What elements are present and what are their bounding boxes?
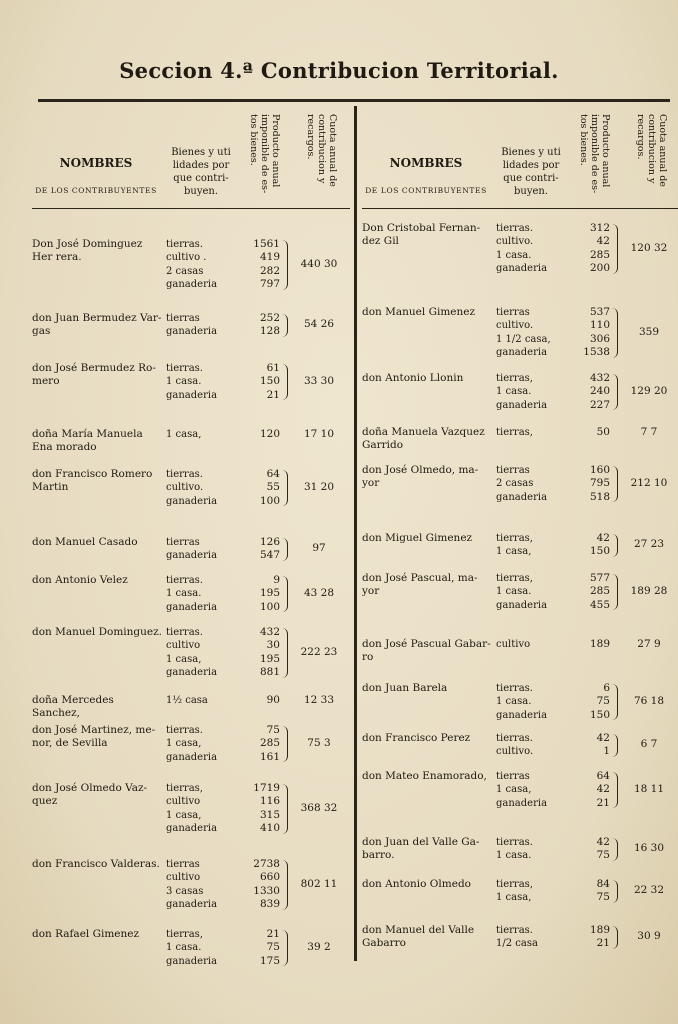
product-value: 161 — [259, 750, 280, 763]
brace — [282, 726, 288, 762]
goods-list — [496, 222, 576, 276]
brace — [282, 314, 288, 337]
contributor-name: don Mateo Enamorado, — [362, 770, 487, 782]
goods-item: 1 casa, — [166, 809, 202, 821]
contributor-name: doña Mercedes Sanchez, — [32, 694, 114, 719]
cuota-value: 18 11 — [633, 783, 665, 796]
brace — [612, 224, 618, 274]
goods-list — [496, 426, 576, 439]
product-value: 189 — [589, 638, 610, 650]
value-list — [246, 858, 280, 912]
contributor-name: don Antonio Llonin — [362, 372, 464, 384]
goods-item: ganaderia — [496, 491, 548, 503]
cuota-value: 802 11 — [300, 877, 338, 890]
goods-list — [166, 626, 246, 680]
product-value: 410 — [259, 822, 280, 835]
goods-item: ganaderia — [496, 263, 548, 275]
brace — [612, 838, 618, 861]
brace — [282, 860, 288, 910]
cuota-value: 368 32 — [300, 801, 338, 814]
product-value: 120 — [259, 428, 280, 440]
cuota-value: 54 26 — [303, 318, 335, 331]
brace — [282, 784, 288, 834]
contributor-name: don José Pascual Gabar- ro — [362, 638, 491, 663]
goods-item: 1 casa, — [496, 784, 532, 796]
value-list — [246, 928, 280, 968]
goods-item: 1 casa. — [496, 386, 532, 398]
product-value: 55 — [266, 481, 280, 494]
goods-item: 1 casa. — [166, 376, 202, 388]
header-cuota: Cuota anual de contribucion y recargos. — [635, 114, 668, 187]
product-value: 1 — [603, 745, 610, 758]
product-value: 61 — [266, 362, 280, 374]
goods-item: cultivo. — [496, 236, 534, 248]
header-contribuyentes: DE LOS CONTRIBUYENTES — [365, 186, 487, 195]
header-bienes: Bienes y uti lidades por que contri- buyen. — [501, 147, 561, 197]
value-list — [576, 372, 610, 412]
goods-list — [496, 306, 576, 360]
brace — [282, 240, 288, 290]
product-value: 312 — [589, 222, 610, 234]
product-value: 419 — [259, 251, 280, 264]
value-list — [576, 532, 610, 559]
product-value: 285 — [259, 737, 280, 750]
contributor-name: don Francisco Valderas. — [32, 858, 160, 870]
brace — [282, 930, 288, 966]
product-value: 797 — [259, 278, 280, 291]
goods-item: tierras. — [166, 725, 203, 736]
product-value: 126 — [259, 536, 280, 548]
cuota-value: 212 10 — [630, 477, 668, 490]
brace — [612, 684, 618, 720]
page-title: Seccion 4.ª Contribucion Territorial. — [119, 58, 559, 83]
product-value: 75 — [596, 891, 610, 904]
goods-list — [496, 770, 576, 810]
product-value: 6 — [603, 682, 610, 694]
goods-list — [166, 536, 246, 563]
goods-item: ganaderia — [496, 797, 548, 809]
product-value: 75 — [266, 724, 280, 736]
product-value: 518 — [589, 490, 610, 503]
goods-item: 1 casa, — [496, 892, 532, 904]
product-value: 21 — [596, 937, 610, 950]
table-header — [362, 106, 678, 209]
goods-list — [496, 372, 576, 412]
contributor-name: don José Martinez, me- nor, de Sevilla — [32, 724, 156, 749]
contributor-name: Don Cristobal Fernan- dez Gil — [362, 222, 481, 247]
goods-list — [496, 878, 576, 905]
product-value: 2738 — [253, 858, 280, 870]
product-value: 150 — [259, 375, 280, 388]
goods-list — [166, 782, 246, 836]
goods-list — [166, 468, 246, 508]
contributor-name: don Manuel Casado — [32, 536, 138, 548]
value-list — [246, 428, 280, 441]
goods-list — [166, 312, 246, 339]
column-divider — [354, 106, 357, 961]
goods-item: 1 casa. — [496, 586, 532, 598]
goods-item: 1½ casa — [166, 695, 208, 706]
goods-item: ganaderia — [496, 709, 548, 721]
cuota-value: 7 7 — [640, 426, 658, 438]
contributor-name: don Antonio Olmedo — [362, 878, 471, 890]
product-value: 227 — [589, 398, 610, 411]
goods-item: 2 casas — [166, 265, 204, 277]
contributor-name: don Antonio Velez — [32, 574, 128, 586]
contributor-name: don Juan Bermudez Var- gas — [32, 312, 162, 337]
cuota-value: 97 — [312, 542, 326, 555]
goods-item: cultivo. — [496, 746, 534, 758]
product-value: 1561 — [253, 238, 280, 250]
goods-list — [166, 428, 246, 441]
contributor-name: don Manuel Dominguez. — [32, 626, 162, 638]
product-value: 282 — [259, 264, 280, 277]
brace — [612, 574, 618, 610]
goods-item: 1 casa, — [166, 429, 202, 440]
product-value: 195 — [259, 587, 280, 600]
goods-item: ganaderia — [166, 899, 218, 911]
contributor-name: don Manuel Gimenez — [362, 306, 476, 318]
goods-item: tierras. — [166, 239, 203, 250]
goods-item: ganaderia — [166, 823, 218, 835]
product-value: 42 — [596, 836, 610, 848]
product-value: 42 — [596, 235, 610, 248]
contributor-name: don Francisco Romero Martin — [32, 468, 153, 493]
brace — [282, 576, 288, 612]
value-list — [246, 536, 280, 563]
product-value: 660 — [259, 871, 280, 884]
product-value: 547 — [259, 549, 280, 562]
product-value: 50 — [596, 426, 610, 438]
brace — [282, 364, 288, 400]
goods-item: cultivo. — [166, 482, 204, 494]
product-value: 285 — [589, 248, 610, 261]
header-cuota: Cuota anual de contribucion y recargos. — [305, 114, 338, 187]
contributor-name: doña Manuela Vazquez Garrido — [362, 426, 485, 451]
value-list — [246, 626, 280, 680]
product-value: 21 — [266, 388, 280, 401]
goods-item: ganaderia — [496, 347, 548, 359]
product-value: 432 — [589, 372, 610, 384]
goods-item: ganaderia — [496, 399, 548, 411]
title-rule — [38, 99, 670, 102]
value-list — [576, 924, 610, 951]
product-value: 1538 — [583, 346, 610, 359]
value-list — [576, 732, 610, 759]
value-list — [576, 682, 610, 722]
goods-item: 1 casa, — [166, 653, 202, 665]
value-list — [576, 426, 610, 439]
product-value: 100 — [259, 600, 280, 613]
cuota-value: 359 — [638, 325, 660, 338]
cuota-value: 31 20 — [303, 481, 335, 494]
product-value: 795 — [589, 477, 610, 490]
cuota-value: 30 9 — [637, 930, 661, 943]
goods-list — [166, 574, 246, 614]
goods-item: cultivo — [496, 639, 531, 650]
goods-item: ganaderia — [166, 601, 218, 613]
product-value: 1719 — [253, 782, 280, 794]
cuota-value: 16 30 — [633, 842, 665, 855]
goods-list — [166, 694, 246, 707]
value-list — [576, 836, 610, 863]
product-value: 21 — [266, 928, 280, 940]
brace — [612, 734, 618, 757]
goods-item: 1 casa. — [166, 942, 202, 954]
goods-item: tierras — [166, 313, 200, 324]
goods-item: ganaderia — [166, 667, 218, 679]
product-value: 189 — [589, 924, 610, 936]
goods-list — [166, 858, 246, 912]
goods-item: cultivo — [166, 796, 201, 808]
product-value: 252 — [259, 312, 280, 324]
goods-item: tierras, — [166, 929, 203, 940]
contributor-name: don José Olmedo, ma- yor — [362, 464, 479, 489]
product-value: 160 — [589, 464, 610, 476]
goods-item: tierras. — [496, 837, 533, 848]
goods-item: tierras — [496, 465, 530, 476]
product-value: 315 — [259, 808, 280, 821]
cuota-value: 440 30 — [300, 257, 338, 270]
value-list — [576, 572, 610, 612]
product-value: 537 — [589, 306, 610, 318]
product-value: 9 — [273, 574, 280, 586]
contributor-name: don Juan Barela — [362, 682, 448, 694]
value-list — [246, 312, 280, 339]
value-list — [246, 574, 280, 614]
cuota-value: 76 18 — [633, 695, 665, 708]
value-list — [576, 222, 610, 276]
cuota-value: 43 28 — [303, 587, 335, 600]
product-value: 150 — [589, 708, 610, 721]
product-value: 21 — [596, 796, 610, 809]
goods-item: 1 casa, — [496, 546, 532, 558]
product-value: 128 — [259, 325, 280, 338]
goods-list — [496, 464, 576, 504]
goods-item: 1 casa, — [166, 738, 202, 750]
header-producto: Producto anual imponible de es- tos bienes. — [578, 114, 611, 194]
product-value: 110 — [589, 319, 610, 332]
product-value: 75 — [596, 695, 610, 708]
goods-item: tierras. — [496, 223, 533, 234]
product-value: 175 — [259, 954, 280, 967]
contributor-name: Don José Dominguez Her rera. — [32, 238, 143, 263]
value-list — [576, 878, 610, 905]
goods-item: tierras — [166, 537, 200, 548]
value-list — [246, 238, 280, 292]
right-table — [362, 106, 678, 956]
header-nombres: NOMBRES — [389, 156, 463, 170]
goods-item: 1 casa. — [496, 249, 532, 261]
cuota-value: 189 28 — [630, 585, 668, 598]
goods-item: 1 casa. — [496, 696, 532, 708]
goods-item: cultivo . — [166, 252, 207, 264]
brace — [282, 470, 288, 506]
goods-item: tierras — [496, 771, 530, 782]
cuota-value: 17 10 — [303, 428, 335, 440]
goods-item: cultivo — [166, 872, 201, 884]
goods-list — [496, 532, 576, 559]
goods-item: tierras, — [496, 373, 533, 384]
value-list — [246, 362, 280, 402]
goods-item: cultivo. — [496, 320, 534, 332]
value-list — [576, 464, 610, 504]
value-list — [246, 468, 280, 508]
contributor-name: doña María Manuela Ena morado — [32, 428, 143, 453]
goods-item: 1 casa. — [496, 850, 532, 862]
goods-item: tierras. — [166, 469, 203, 480]
product-value: 839 — [259, 898, 280, 911]
goods-item: 1/2 casa — [496, 938, 538, 950]
goods-item: tierras. — [166, 575, 203, 586]
cuota-value: 222 23 — [300, 645, 338, 658]
product-value: 42 — [596, 783, 610, 796]
brace — [612, 926, 618, 949]
brace — [612, 534, 618, 557]
brace — [282, 628, 288, 678]
value-list — [246, 694, 280, 707]
goods-item: ganaderia — [166, 751, 218, 763]
left-table — [32, 106, 350, 967]
contributor-name: don José Bermudez Ro- mero — [32, 362, 156, 387]
product-value: 150 — [589, 545, 610, 558]
goods-list — [166, 928, 246, 968]
cuota-value: 120 32 — [630, 241, 668, 254]
product-value: 240 — [589, 385, 610, 398]
header-contribuyentes: DE LOS CONTRIBUYENTES — [35, 186, 157, 195]
goods-list — [166, 724, 246, 764]
goods-item: tierras, — [496, 573, 533, 584]
goods-item: ganaderia — [166, 389, 218, 401]
goods-item: tierras, — [496, 533, 533, 544]
goods-item: tierras, — [496, 427, 533, 438]
goods-list — [496, 836, 576, 863]
value-list — [576, 306, 610, 360]
header-producto: Producto anual imponible de es- tos bienes. — [248, 114, 281, 194]
goods-list — [496, 924, 576, 951]
goods-list — [496, 572, 576, 612]
cuota-value: 33 30 — [303, 375, 335, 388]
cuota-value: 27 9 — [637, 638, 661, 650]
product-value: 306 — [589, 332, 610, 345]
product-value: 1330 — [253, 884, 280, 897]
goods-item: tierras. — [166, 363, 203, 374]
goods-item: tierras, — [166, 783, 203, 794]
value-list — [576, 770, 610, 810]
goods-item: ganaderia — [166, 279, 218, 291]
cuota-value: 27 23 — [633, 538, 665, 551]
brace — [612, 772, 618, 808]
product-value: 577 — [589, 572, 610, 584]
goods-item: tierras — [496, 307, 530, 318]
contributor-name: don Rafael Gimenez — [32, 928, 140, 940]
goods-item: 2 casas — [496, 478, 534, 490]
goods-item: cultivo — [166, 640, 201, 652]
contributor-name: don Miguel Gimenez — [362, 532, 473, 544]
cuota-value: 6 7 — [640, 738, 658, 751]
brace — [282, 538, 288, 561]
product-value: 75 — [596, 849, 610, 862]
value-list — [246, 724, 280, 764]
contributor-name: don Juan del Valle Ga- barro. — [362, 836, 480, 861]
product-value: 455 — [589, 598, 610, 611]
goods-item: tierras, — [496, 879, 533, 890]
contributor-name: don Manuel del Valle Gabarro — [362, 924, 475, 949]
product-value: 116 — [259, 795, 280, 808]
brace — [612, 374, 618, 410]
product-value: 75 — [266, 941, 280, 954]
product-value: 64 — [596, 770, 610, 782]
goods-list — [496, 682, 576, 722]
cuota-value: 75 3 — [307, 737, 331, 750]
goods-item: 1 1/2 casa, — [496, 333, 551, 345]
product-value: 195 — [259, 652, 280, 665]
value-list — [576, 638, 610, 651]
goods-list — [166, 362, 246, 402]
product-value: 881 — [259, 666, 280, 679]
value-list — [246, 782, 280, 836]
goods-item: ganaderia — [166, 495, 218, 507]
cuota-value: 39 2 — [307, 941, 331, 954]
cuota-value: 129 20 — [630, 385, 668, 398]
product-value: 285 — [589, 585, 610, 598]
product-value: 30 — [266, 639, 280, 652]
product-value: 42 — [596, 532, 610, 544]
goods-item: tierras. — [166, 627, 203, 638]
header-nombres: NOMBRES — [59, 156, 133, 170]
product-value: 200 — [589, 262, 610, 275]
goods-item: tierras. — [496, 925, 533, 936]
goods-item: ganaderia — [496, 599, 548, 611]
product-value: 42 — [596, 732, 610, 744]
table-header — [32, 106, 350, 209]
goods-list — [496, 732, 576, 759]
product-value: 90 — [266, 694, 280, 706]
product-value: 84 — [596, 878, 610, 890]
product-value: 64 — [266, 468, 280, 480]
contributor-name: don José Olmedo Vaz- quez — [32, 782, 148, 807]
brace — [612, 880, 618, 903]
brace — [612, 466, 618, 502]
brace — [612, 308, 618, 358]
goods-list — [496, 638, 576, 651]
contributor-name: don José Pascual, ma- yor — [362, 572, 478, 597]
contributor-name: don Francisco Perez — [362, 732, 471, 744]
goods-item: 1 casa. — [166, 588, 202, 600]
header-bienes: Bienes y uti lidades por que contri- buyen. — [171, 147, 231, 197]
goods-item: 3 casas — [166, 885, 204, 897]
goods-item: tierras — [166, 859, 200, 870]
goods-item: ganaderia — [166, 955, 218, 967]
goods-item: tierras. — [496, 683, 533, 694]
cuota-value: 22 32 — [633, 884, 665, 897]
product-value: 100 — [259, 494, 280, 507]
goods-item: ganaderia — [166, 550, 218, 562]
cuota-value: 12 33 — [303, 694, 335, 706]
product-value: 432 — [259, 626, 280, 638]
goods-list — [166, 238, 246, 292]
goods-item: tierras. — [496, 733, 533, 744]
goods-item: ganaderia — [166, 326, 218, 338]
